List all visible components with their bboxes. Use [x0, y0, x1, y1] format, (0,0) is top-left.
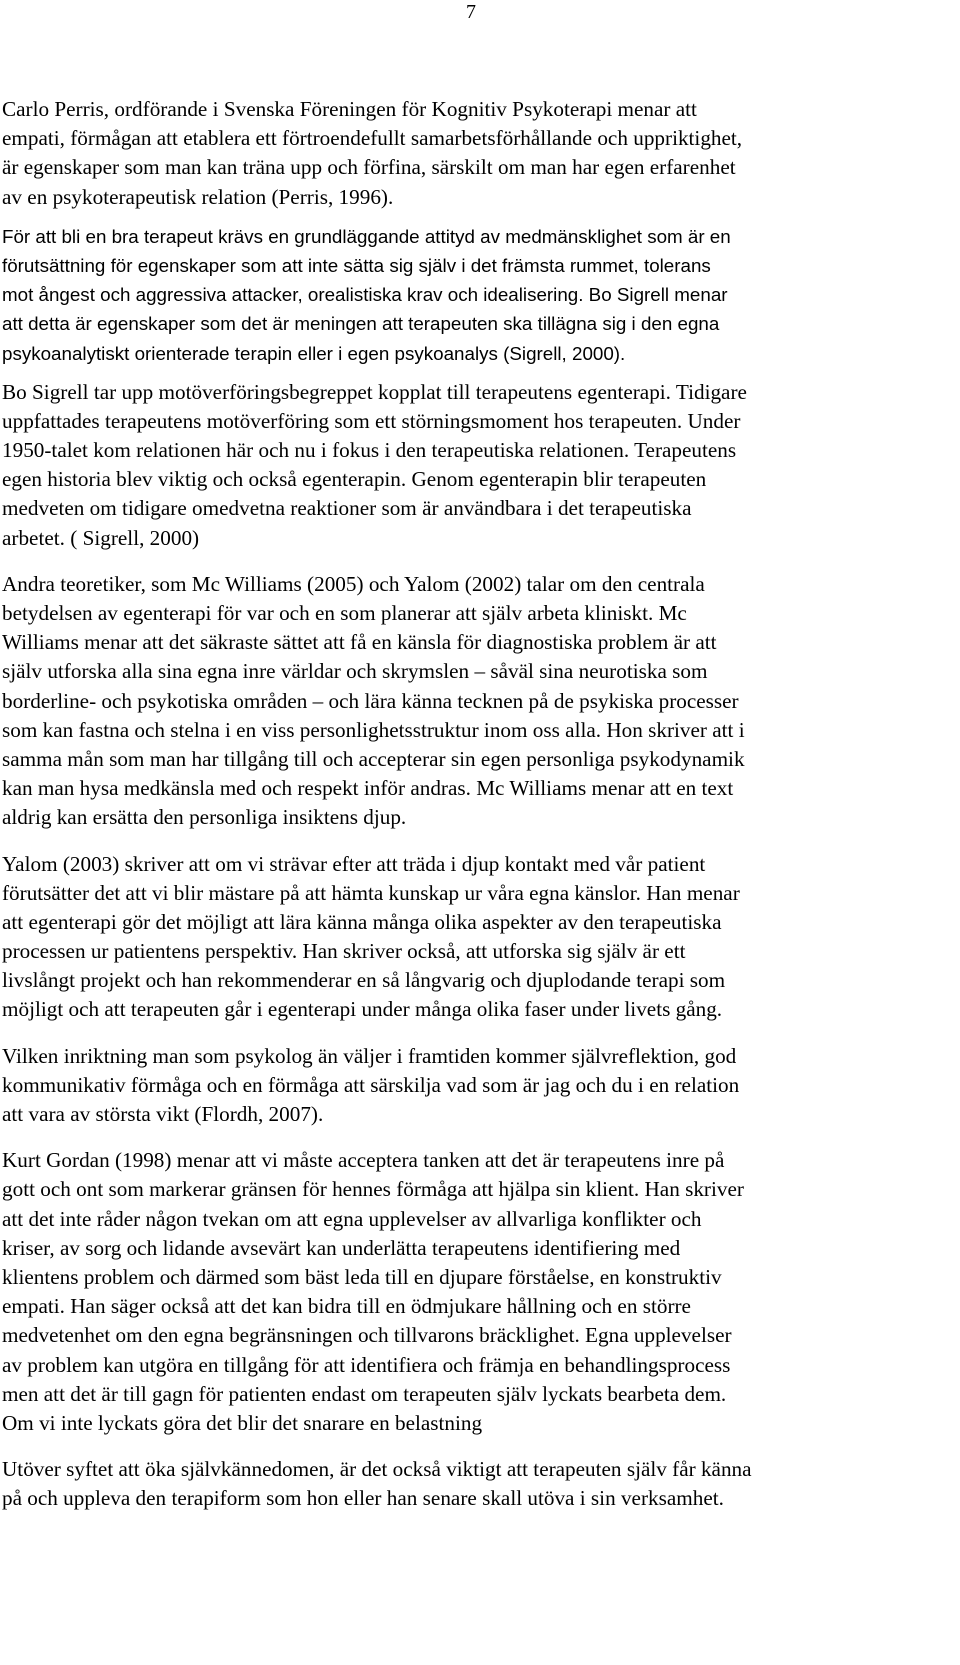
text-line: empati, förmågan att etablera ett förtroendefullt samarbetsförhållande och uppriktighet, — [2, 126, 743, 151]
text-line: förutsättning för egenskaper som att inte sätta sig själv i det främsta rummet, tolerans — [2, 254, 711, 276]
text-line: kommunikativ förmåga och en förmåga att särskilja vad som är jag och du i en relation — [2, 1072, 740, 1097]
paragraph-sigrell — [0, 378, 960, 553]
text-line: av en psykoterapeutisk relation (Perris, 1996). — [2, 184, 394, 209]
text-line: förutsätter det att vi blir mästare på att hämta kunskap ur våra egna känslor. Han menar — [2, 880, 740, 905]
text-line: aldrig kan ersätta den personliga insiktens djup. — [2, 805, 407, 830]
text-line: Andra teoretiker, som Mc Williams (2005) och Yalom (2002) talar om den centrala — [2, 571, 705, 596]
text-line: uppfattades terapeutens motöverföring som ett störningsmoment hos terapeuten. Under — [2, 408, 741, 433]
text-line: psykoanalytiskt orienterade terapin eller i egen psykoanalys (Sigrell, 2000). — [2, 342, 626, 364]
text-line: Vilken inriktning man som psykolog än väljer i framtiden kommer självreflektion, god — [2, 1043, 737, 1068]
text-line: kriser, av sorg och lidande avsevärt kan underlätta terapeutens identifiering med — [2, 1235, 681, 1260]
text-line: Carlo Perris, ordförande i Svenska Föreningen för Kognitiv Psykoterapi menar att — [2, 97, 697, 121]
paragraph-attityd — [0, 222, 960, 368]
text-line: medvetenhet om den egna begränsningen och tillvarons bräcklighet. Egna upplevelser — [2, 1323, 732, 1348]
text-line: Kurt Gordan (1998) menar att vi måste acceptera tanken att det är terapeutens inre på — [2, 1148, 725, 1173]
text-line: Bo Sigrell tar upp motöverföringsbegreppet kopplat till terapeutens egenterapi. Tidigare — [2, 379, 747, 404]
text-line: För att bli en bra terapeut krävs en grundläggande attityd av medmänsklighet som är en — [2, 225, 731, 247]
text-line: att det inte råder någon tvekan om att egna upplevelser av allvarliga konflikter och — [2, 1206, 702, 1231]
text-line: men att det är till gagn för patienten endast om terapeuten själv lyckats bearbeta dem. — [2, 1381, 727, 1406]
text-line: samma mån som man har tillgång till och accepterar sin egen personliga psykodynamik — [2, 746, 745, 771]
text-line: Yalom (2003) skriver att om vi strävar efter att träda i djup kontakt med vår patient — [2, 851, 706, 876]
text-line: gott och ont som markerar gränsen för hennes förmåga att hjälpa sin klient. Han skriver — [2, 1177, 744, 1202]
text-line: 1950-talet kom relationen här och nu i fokus i den terapeutiska relationen. Terapeutens — [2, 438, 737, 463]
text-line: på och uppleva den terapiform som hon eller han senare skall utöva i sin verksamhet. — [2, 1486, 724, 1511]
text-line: Om vi inte lyckats göra det blir det snarare en belastning — [2, 1410, 483, 1435]
text-line: borderline- och psykotiska områden – och lära känna tecknen på de psykiska processer — [2, 688, 739, 713]
text-line: egen historia blev viktig och också egenterapin. Genom egenterapin blir terapeuten — [2, 467, 707, 492]
paragraph-gordan — [0, 1146, 960, 1438]
text-line: kan man hysa medkänsla med och respekt inför andras. Mc Williams menar att en text — [2, 776, 734, 801]
text-line: betydelsen av egenterapi för var och en som planerar att själv arbeta kliniskt. Mc — [2, 601, 687, 625]
text-line: möjligt och att terapeuten går i egenterapi under många olika faser under livets gång. — [2, 997, 723, 1022]
paragraph-mcwilliams — [0, 570, 960, 833]
text-line: som kan fastna och stelna i en viss personlighetsstruktur inom oss alla. Hon skriver att i — [2, 717, 745, 742]
paragraph-perris — [0, 95, 960, 212]
text-line: processen ur patientens perspektiv. Han skriver också, att utforska sig själv är ett — [2, 939, 686, 964]
text-line: själv utforska alla sina egna inre världar och skrymslen – såväl sina neurotiska som — [2, 659, 708, 684]
text-line: är egenskaper som man kan träna upp och förfina, särskilt om man har egen erfarenhet — [2, 155, 736, 180]
paragraph-syfte — [0, 1455, 960, 1513]
text-line: att detta är egenskaper som det är meningen att terapeuten ska tillägna sig i den egna — [2, 313, 720, 335]
text-line: empati. Han säger också att det kan bidra till en ödmjukare hållning och en större — [2, 1294, 691, 1319]
text-line: Utöver syftet att öka självkännedomen, är det också viktigt att terapeuten själv får känna — [2, 1457, 752, 1482]
text-line: att egenterapi gör det möjligt att lära känna många olika aspekter av den terapeutiska — [2, 909, 722, 934]
text-line: av problem kan utgöra en tillgång för att identifiera och främja en behandlingsprocess — [2, 1352, 731, 1377]
text-line: medveten om tidigare omedvetna reaktioner som är användbara i det terapeutiska — [2, 496, 692, 521]
text-line: Williams menar att det säkraste sättet att få en känsla för diagnostiska problem är att — [2, 630, 717, 655]
paragraph-flordh — [0, 1042, 960, 1130]
text-line: livslångt projekt och han rekommenderar en så långvarig och djuplodande terapi som — [2, 968, 726, 993]
text-line: klientens problem och därmed som bäst leda till en djupare förståelse, en konstruktiv — [2, 1264, 722, 1289]
document-body — [0, 95, 960, 1513]
paragraph-yalom — [0, 850, 960, 1025]
page-number: 7 — [466, 1, 476, 23]
text-line: att vara av största vikt (Flordh, 2007). — [2, 1102, 324, 1126]
text-line: mot ångest och aggressiva attacker, orealistiska krav och idealisering. Bo Sigrell menar — [2, 284, 728, 306]
text-line: arbetet. ( Sigrell, 2000) — [2, 525, 200, 550]
